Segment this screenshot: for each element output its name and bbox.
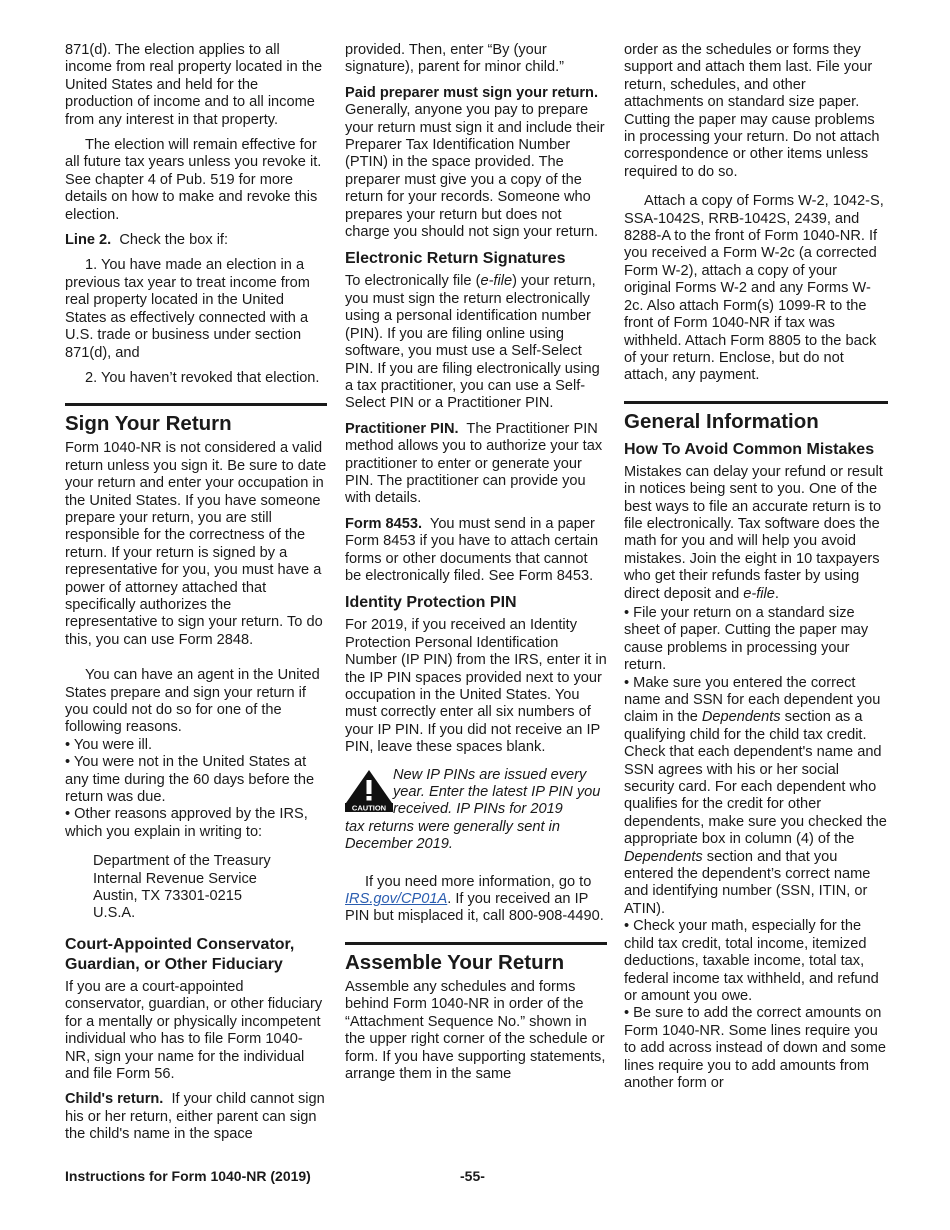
text-run: Mistakes can delay your refund or result in notices being sent to you. One of the best ways to file an accurate return is to file electronically. Tax software does the math for you and will help you avoid mistakes. Join the eight in 10 taxpayers who get their refunds faster by using direct deposit and — [624, 463, 883, 602]
paid-preparer-lead: Paid preparer must sign your return. — [345, 84, 599, 101]
paragraph: For 2019, if you received an Identity Protection Personal Identification Number (IP PIN) from the IRS, enter it in the IP PIN spaces provided next to your occupation in the United States. You must correctly enter all six numbers of your IP PIN. If you did not receive an IP PIN, leave these spaces blank. — [345, 617, 607, 756]
subheading-electronic-signatures: Electronic Return Signatures — [345, 250, 566, 268]
paragraph: The election will remain effective for all future tax years unless you revoke it. See chapter 4 of Pub. 519 for more details on how to make and revoke this election. — [65, 137, 322, 223]
paid-preparer-paragraph — [345, 85, 607, 242]
bullet-item: • Other reasons approved by the IRS, which you explain in writing to: — [65, 806, 308, 840]
bullet-item — [624, 675, 888, 919]
paragraph: You can have an agent in the United States prepare and sign your return if you could not do so for one of the following reasons. — [65, 667, 320, 736]
paid-preparer-text: Generally, anyone you pay to prepare your return must sign it and include their Preparer Tax Identification Number (PTIN) in the space provided. The preparer must give you a copy of the return for your records. Someone who prepares your return but does not charge you should not sign your return. — [345, 102, 605, 241]
footer-document-title: Instructions for Form 1040-NR (2019) — [65, 1168, 311, 1184]
bullet-item: • You were ill. — [65, 736, 153, 753]
address-line: Austin, TX 73301-0215 — [93, 888, 243, 905]
paragraph: Assemble any schedules and forms behind Form 1040-NR in order of the “Attachment Sequence No.” shown in the upper right corner of the schedule or form. If you have supporting statements, arrange them in the same — [345, 978, 606, 1082]
text-run-italic: e-file — [743, 585, 775, 602]
caution-label: CAUTION — [351, 803, 387, 813]
paragraph — [345, 874, 607, 926]
bullet-item: • Be sure to add the correct amounts on Form 1040-NR. Some lines require you to add across instead of down and some lines require you to add amounts from another form or — [624, 1005, 887, 1091]
child-return-paragraph — [65, 1091, 327, 1143]
text-run: . If you received an IP PIN but misplaced it, call 800-908-4490. — [345, 891, 604, 925]
child-return-text: If your child cannot sign his or her return, either parent can sign the child's name in the space — [65, 1091, 325, 1143]
text-run-italic: Dependents — [624, 848, 703, 865]
paragraph: If you are a court-appointed conservator, guardian, or other fiduciary for a mentally or physically incompetent individual who has to file Form 1040-NR, sign your name for the individual and file Form 56. — [65, 978, 323, 1082]
form-8453-paragraph — [345, 516, 607, 586]
column-3 — [624, 42, 888, 1092]
text-run: If you need more information, go to — [365, 873, 592, 890]
address-line: Internal Revenue Service — [93, 870, 257, 887]
paragraph: order as the schedules or forms they support and attach them last. File your return, schedules, and other attachments on standard size paper. Cutting the paper may cause problems in processing your return. Do not attach correspondence or other items unless required to do so. — [624, 42, 880, 180]
column-1 — [65, 42, 327, 1152]
list-item: 1. You have made an election in a previous tax year to treat income from real property located in the United States as effectively connected with a U.S. trade or business under section 871(d), and — [65, 257, 310, 361]
text-run: . — [774, 585, 779, 602]
form-8453-lead: Form 8453. — [345, 515, 423, 532]
section-divider — [65, 403, 327, 406]
caution-note — [345, 767, 607, 819]
paragraph: Form 1040-NR is not considered a valid return unless you sign it. Be sure to date your return and enter your occupation in the United States. If you have someone prepare your return, you are still responsible for the correctness of the return. If your return is signed by a representative for you, you must have a power of attorney attached that specifically authorizes the representative to sign your return. To do this, you can use Form 2848. — [65, 440, 327, 648]
page-number: -55- — [460, 1168, 485, 1184]
bullet-item: • File your return on a standard size sheet of paper. Cutting the paper may cause problems in processing your return. — [624, 604, 869, 674]
paragraph — [624, 464, 888, 603]
section-divider — [624, 401, 888, 404]
form-8453-text: You must send in a paper Form 8453 if you have to attach certain forms or other documents that cannot be electronically filed. See Form 8453. — [345, 515, 599, 584]
text-run-italic: e-file — [480, 273, 513, 290]
paragraph: Attach a copy of Forms W-2, 1042-S, SSA-1042S, RRB-1042S, 2439, and 8288-A to the front of Form 1040-NR. If you received a Form W-2c (a corrected Form W-2), attach a copy of your original Forms W-2 and any Forms W-2c. Also attach Form(s) 1099-R to the front of Form 1040-NR if tax was withheld. Attach Form 8805 to the back of your return. Enclose, but do not attach, any payment. — [624, 193, 884, 384]
text-run: section and that you entered the dependent’s correct name and identifying number (SSN, ITIN, or ATIN). — [624, 848, 871, 917]
line2-text: Check the box if: — [119, 232, 229, 249]
subheading-court-appointed: Court-Appointed Conservator, Guardian, or Other Fiduciary — [65, 935, 295, 973]
bullet-item: • Check your math, especially for the child tax credit, total income, itemized deductions, taxable income, total tax, federal income tax withheld, and refund or amount you owe. — [624, 918, 879, 1004]
text-run: ) your return, you must sign the return electronically using a personal identification number (PIN). If you are filing online using software, you must use a Self-Select PIN. If you are filing electronically using a tax practitioner, you can use a Self-Select PIN or a Practitioner PIN. — [345, 273, 600, 412]
list-item: 2. You haven’t revoked that election. — [85, 369, 320, 386]
subheading-identity-protection-pin: Identity Protection PIN — [345, 594, 517, 612]
bullet-item: • You were not in the United States at any time during the 60 days before the return was due. — [65, 754, 315, 806]
practitioner-pin-lead: Practitioner PIN. — [345, 420, 459, 437]
paragraph: 871(d). The election applies to all income from real property located in the United States and held for the production of income and to all income from any interest in that property. — [65, 42, 323, 128]
caution-icon — [345, 767, 393, 819]
section-heading-sign-your-return: Sign Your Return — [65, 412, 232, 436]
caution-text-continued: tax returns were generally sent in December 2019. — [345, 818, 560, 853]
line2-paragraph — [65, 232, 327, 249]
paragraph: provided. Then, enter “By (your signature), parent for minor child.” — [345, 42, 564, 76]
line2-lead: Line 2. — [65, 232, 112, 249]
address-line: Department of the Treasury — [93, 853, 271, 870]
text-run: To electronically file ( — [345, 273, 481, 290]
practitioner-pin-paragraph — [345, 421, 607, 508]
section-heading-general-information: General Information — [624, 409, 819, 433]
column-2 — [345, 42, 607, 1091]
text-run-italic: Dependents — [701, 709, 781, 726]
caution-text: New IP PINs are issued every year. Enter the latest IP PIN you received. IP PINs for 2019 — [393, 766, 601, 818]
paragraph — [345, 273, 607, 412]
text-run: • Make sure you entered the correct name and SSN for each dependent you claim in the — [624, 674, 881, 726]
section-heading-assemble-your-return: Assemble Your Return — [345, 950, 565, 974]
address-line: U.S.A. — [93, 905, 136, 922]
practitioner-pin-text: The Practitioner PIN method allows you to authorize your tax practitioner to enter or generate your PIN. The practitioner can provide you with details. — [345, 420, 603, 507]
mailing-address — [65, 853, 327, 923]
child-return-lead: Child's return. — [65, 1091, 164, 1108]
subheading-avoid-mistakes: How To Avoid Common Mistakes — [624, 440, 875, 458]
irs-cp01a-link[interactable]: IRS.gov/CP01A — [345, 891, 448, 908]
section-divider — [345, 942, 607, 945]
text-run: section as a qualifying child for the child tax credit. Check that each dependent's name and SSN agrees with his or her social security card. For each dependent who qualifies for the credit for other dependents, make sure you checked the appropriate box in column (4) of the — [624, 709, 887, 848]
